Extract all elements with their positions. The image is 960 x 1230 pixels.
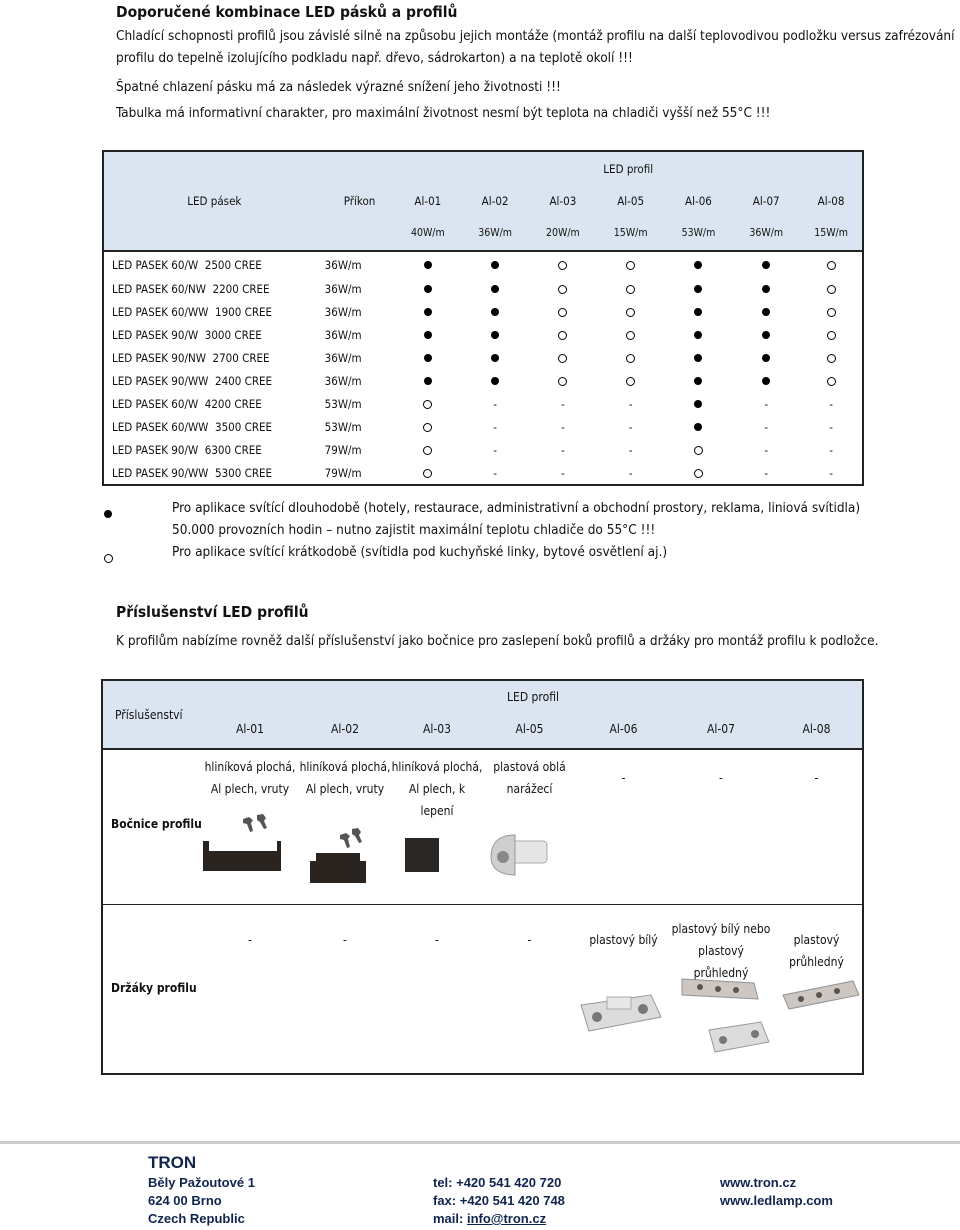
footer-web-link-2[interactable]: www.ledlamp.com (720, 1193, 833, 1208)
filled-dot-icon (665, 323, 733, 346)
open-circle-icon (597, 300, 665, 323)
footer-contact (433, 1174, 565, 1228)
strip-power: 36W/m (324, 304, 362, 319)
accessory-cell (671, 767, 771, 789)
holder-al06-image (573, 991, 673, 1041)
filled-dot-icon (665, 369, 733, 392)
section-title-accessories: Příslušenství LED profilů (116, 603, 309, 621)
strip-name: LED PASEK 90/W 6300 CREE (103, 438, 325, 461)
strip-power: 79W/m (325, 461, 395, 485)
strip-power: 53W/m (324, 419, 362, 434)
paragraph-informative: Tabulka má informativní charakter, pro maximální životnost nesmí být teplota na chladiči vyšší než 55°C !!! (116, 105, 771, 121)
profile-header: Al-03 (529, 186, 597, 216)
strip-power: 36W/m (324, 373, 362, 388)
open-circle-icon (800, 369, 863, 392)
paragraph-cooling-line1: Chladící schopnosti profilů jsou závislé silně na způsobu jejich montáže (montáž profilu na další teplovodivou podložku versus zafrézování (116, 28, 955, 44)
end-cap-al03-image (403, 836, 443, 876)
accessory-cell-line: hliníková plochá, (299, 760, 391, 774)
table-row (103, 392, 863, 415)
open-circle-icon (104, 548, 113, 568)
open-circle-icon (597, 251, 665, 277)
accessory-cell-line: - (814, 771, 819, 785)
accessory-cell (771, 767, 862, 789)
accessory-cell (201, 929, 299, 951)
col-power: Příkon (325, 186, 395, 216)
holder-al08-image (781, 977, 863, 1017)
open-circle-icon (800, 300, 863, 323)
strip-power: 79W/m (324, 442, 362, 457)
led-profil-header-2: LED profil (506, 690, 559, 704)
profile-header: Al-07 (732, 186, 800, 216)
open-circle-icon (394, 392, 461, 415)
open-circle-icon (394, 415, 461, 438)
strip-name: LED PASEK 90/WW 2400 CREE (103, 369, 325, 392)
table-row (103, 251, 863, 277)
accessory-cell-line: Al plech, vruty (210, 782, 290, 796)
footer-mail-label: mail: (433, 1211, 467, 1226)
accessory-cell-line: plastový bílý (589, 933, 658, 947)
dash-cell: - (493, 419, 497, 434)
combination-table (102, 150, 864, 486)
table-row (103, 461, 863, 485)
accessory-cell (391, 929, 483, 951)
open-circle-icon (597, 323, 665, 346)
open-circle-icon (800, 346, 863, 369)
filled-dot-icon (732, 369, 800, 392)
holder-al07b-image (703, 1014, 773, 1064)
table-row (103, 323, 863, 346)
holder-al07-image (678, 971, 768, 1011)
dash-cell: - (800, 461, 863, 485)
strip-name: LED PASEK 60/W 4200 CREE (103, 392, 325, 415)
row-separator (103, 904, 862, 905)
accessory-cell-line: plastová oblá (493, 760, 566, 774)
open-circle-icon (800, 277, 863, 300)
open-circle-icon (529, 300, 597, 323)
table-row (103, 346, 863, 369)
filled-dot-icon (665, 251, 733, 277)
filled-dot-icon (665, 415, 733, 438)
footer-tel: tel: +420 541 420 720 (433, 1175, 562, 1190)
profile-power: 40W/m (394, 216, 461, 251)
accessory-cell (483, 756, 576, 800)
accessory-profile-header: Al-06 (609, 722, 638, 736)
dash-cell: - (764, 396, 769, 411)
profile-power: 15W/m (597, 216, 665, 251)
dash-cell: - (800, 392, 863, 415)
strip-name: LED PASEK 90/WW 5300 CREE (103, 461, 325, 485)
section-title-combinations: Doporučené kombinace LED pásků a profilů (116, 3, 458, 21)
filled-dot-icon (665, 346, 733, 369)
accessory-cell-line: - (621, 771, 626, 785)
strip-power: 36W/m (324, 327, 362, 342)
accessory-profile-header: Al-01 (235, 722, 264, 736)
filled-dot-icon (732, 277, 800, 300)
filled-dot-icon (394, 323, 461, 346)
accessories-table (101, 679, 864, 1075)
accessory-cell (771, 929, 862, 973)
open-circle-icon (529, 346, 597, 369)
profile-power: 36W/m (461, 216, 529, 251)
open-circle-icon (529, 369, 597, 392)
footer-web-link-1[interactable]: www.tron.cz (720, 1175, 797, 1190)
footer-web (720, 1174, 833, 1210)
open-circle-icon (800, 323, 863, 346)
filled-dot-icon (461, 369, 529, 392)
address-line2: 624 00 Brno (148, 1193, 222, 1208)
strip-name: LED PASEK 60/W 2500 CREE (103, 251, 325, 277)
open-circle-icon (597, 277, 665, 300)
profile-power: 15W/m (800, 216, 863, 251)
dash-cell: - (764, 419, 769, 434)
dash-cell: - (628, 419, 633, 434)
strip-power: 53W/m (324, 396, 362, 411)
accessory-profile-header: Al-03 (422, 722, 451, 736)
col-led-strip: LED pásek (103, 186, 325, 216)
dash-cell: - (561, 442, 565, 457)
open-circle-icon (529, 323, 597, 346)
profile-power: 20W/m (529, 216, 597, 251)
filled-dot-icon (732, 346, 800, 369)
table-row (103, 438, 863, 461)
strip-power: 36W/m (324, 257, 362, 272)
accessory-profile-header: Al-08 (802, 722, 831, 736)
accessory-cell-line: narážecí (506, 782, 553, 796)
profile-power: 53W/m (665, 216, 733, 251)
accessory-cell-line: - (248, 933, 252, 947)
filled-dot-icon (394, 251, 461, 277)
dash-cell: - (529, 461, 597, 485)
filled-dot-icon (104, 504, 112, 524)
dash-cell: - (732, 461, 800, 485)
end-cap-al01-image (201, 813, 283, 873)
strip-power: 36W/m (324, 350, 362, 365)
filled-dot-icon (732, 251, 800, 277)
accessory-cell-line: plastový průhledný (789, 933, 844, 969)
accessory-cell-line: Al plech, k lepení (408, 782, 466, 818)
paragraph-accessories: K profilům nabízíme rovněž další příslušenství jako bočnice pro zaslepení boků profilů a držáky pro montáž profilu k podložce. (116, 633, 879, 649)
filled-dot-icon (461, 323, 529, 346)
accessory-cell (201, 756, 299, 800)
profile-header: Al-06 (665, 186, 733, 216)
accessory-cell (299, 929, 391, 951)
table-row (103, 369, 863, 392)
dash-cell: - (628, 396, 633, 411)
footer-divider (0, 1141, 960, 1144)
table-row (103, 300, 863, 323)
accessory-cell-line: hliníková plochá, (204, 760, 296, 774)
footer-fax: fax: +420 541 420 748 (433, 1193, 565, 1208)
profile-header: Al-01 (394, 186, 461, 216)
open-circle-icon (597, 346, 665, 369)
row-label-end-caps: Bočnice profilu (111, 817, 202, 831)
open-circle-icon (597, 369, 665, 392)
row-label-holders: Držáky profilu (111, 981, 197, 995)
open-circle-icon (394, 461, 461, 485)
accessory-cell-line: - (527, 933, 532, 947)
legend-open-text: Pro aplikace svítící krátkodobě (svítidla pod kuchyňské linky, bytové osvětlení aj.) (172, 544, 668, 560)
open-circle-icon (800, 251, 863, 277)
filled-dot-icon (394, 346, 461, 369)
accessory-cell-line: Al plech, vruty (305, 782, 385, 796)
open-circle-icon (529, 251, 597, 277)
filled-dot-icon (394, 369, 461, 392)
dash-cell: - (628, 442, 633, 457)
profile-power: 36W/m (732, 216, 800, 251)
accessory-cell (299, 756, 391, 800)
accessory-cell (391, 756, 483, 822)
filled-dot-icon (461, 300, 529, 323)
dash-cell: - (597, 461, 665, 485)
strip-name: LED PASEK 60/WW 3500 CREE (103, 415, 325, 438)
accessory-cell (483, 929, 576, 951)
filled-dot-icon (732, 323, 800, 346)
col-accessory-header: Příslušenství (115, 708, 183, 722)
legend-filled-line1: Pro aplikace svítící dlouhodobě (hotely, restaurace, administrativní a obchodní prostory, reklama, liniová svítidla) (172, 500, 861, 516)
dash-cell: - (493, 442, 497, 457)
open-circle-icon (529, 277, 597, 300)
paragraph-bad-cooling: Špatné chlazení pásku má za následek výrazné snížení jeho životnosti !!! (116, 79, 561, 95)
strip-power: 36W/m (324, 281, 362, 296)
accessory-cell-line: - (343, 933, 347, 947)
filled-dot-icon (461, 251, 529, 277)
dash-cell: - (800, 415, 863, 438)
filled-dot-icon (665, 277, 733, 300)
filled-dot-icon (394, 277, 461, 300)
accessory-cell-line: hliníková plochá, (391, 760, 483, 774)
paragraph-cooling-line2: profilu do tepelně izolujícího podkladu např. dřevo, sádrokarton) a na teplotě okolí !!! (116, 50, 633, 66)
table-row (103, 277, 863, 300)
accessory-profile-header: Al-02 (330, 722, 359, 736)
footer-mail-link[interactable]: info@tron.cz (466, 1211, 547, 1226)
accessory-cell-line: - (719, 771, 723, 785)
led-profil-header: LED profil (394, 151, 863, 186)
filled-dot-icon (665, 392, 733, 415)
open-circle-icon (665, 438, 733, 461)
dash-cell: - (493, 396, 497, 411)
dash-cell: - (561, 396, 565, 411)
filled-dot-icon (665, 300, 733, 323)
end-cap-al05-image (487, 831, 549, 877)
footer-address (148, 1174, 255, 1228)
footer-brand: TRON (148, 1153, 197, 1172)
strip-name: LED PASEK 60/NW 2200 CREE (103, 277, 325, 300)
address-line3: Czech Republic (148, 1211, 245, 1226)
legend-filled-line2: 50.000 provozních hodin – nutno zajistit maximální teplotu chladiče do 55°C !!! (172, 522, 656, 538)
open-circle-icon (394, 438, 461, 461)
end-cap-al02-image (306, 821, 376, 885)
strip-name: LED PASEK 90/W 3000 CREE (103, 323, 325, 346)
accessory-cell (576, 929, 671, 951)
open-circle-icon (665, 461, 733, 485)
accessory-cell-line: - (435, 933, 439, 947)
filled-dot-icon (732, 300, 800, 323)
accessory-profile-header: Al-07 (706, 722, 735, 736)
accessory-cell (576, 767, 671, 789)
filled-dot-icon (394, 300, 461, 323)
profile-header: Al-05 (597, 186, 665, 216)
filled-dot-icon (461, 346, 529, 369)
profile-header: Al-02 (461, 186, 529, 216)
accessory-profile-header: Al-05 (515, 722, 544, 736)
address-line1: Běly Pažoutové 1 (148, 1175, 255, 1190)
strip-name: LED PASEK 60/WW 1900 CREE (103, 300, 325, 323)
filled-dot-icon (461, 277, 529, 300)
dash-cell: - (800, 438, 863, 461)
dash-cell: - (461, 461, 529, 485)
accessory-cell-line: plastový bílý nebo (671, 922, 771, 936)
table-row (103, 415, 863, 438)
dash-cell: - (561, 419, 565, 434)
dash-cell: - (764, 442, 769, 457)
strip-name: LED PASEK 90/NW 2700 CREE (103, 346, 325, 369)
profile-header: Al-08 (800, 186, 863, 216)
accessory-cell-line: plastový průhledný (693, 944, 749, 980)
